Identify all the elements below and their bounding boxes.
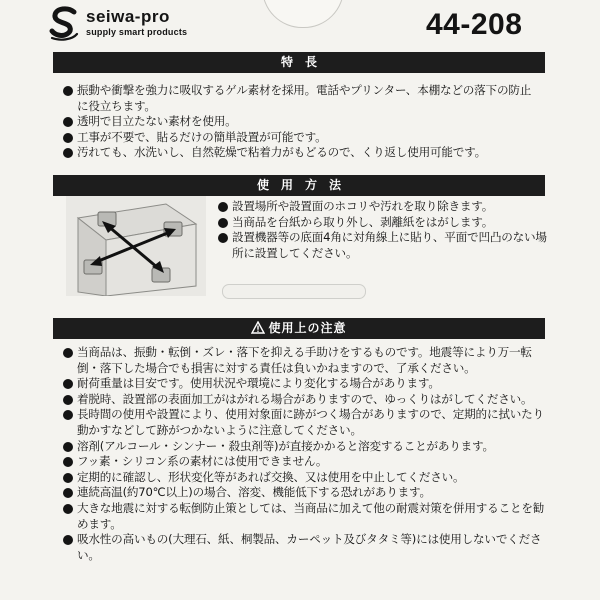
list-item: 工事が不要で、貼るだけの簡単設置が可能です。 bbox=[62, 130, 542, 146]
list-item: 着脱時、設置部の表面加工がはがれる場合がありますので、ゆっくりはがしてください。 bbox=[62, 392, 550, 408]
bullet-icon bbox=[63, 410, 73, 420]
caution-header-bar bbox=[53, 318, 545, 339]
list-item: 当商品は、振動・転倒・ズレ・落下を抑える手助けをするものです。地震等により万一転倒・落下した場合でも損害に対する責任は負いかねますので、了承ください。 bbox=[62, 345, 550, 376]
device-installation-diagram-icon bbox=[66, 196, 206, 296]
bullet-icon bbox=[63, 395, 73, 405]
hang-slot bbox=[222, 284, 366, 299]
brand-tagline: supply smart products bbox=[86, 27, 188, 37]
list-item: 耐荷重量は目安です。使用状況や環境により変化する場合があります。 bbox=[62, 376, 550, 392]
caution-list bbox=[62, 345, 550, 563]
bullet-icon bbox=[63, 442, 73, 452]
bullet-icon bbox=[63, 457, 73, 467]
list-item: 連続高温(約70℃以上)の場合、溶変、機能低下する恐れがあります。 bbox=[62, 485, 550, 501]
list-item: 設置場所や設置面のホコリや汚れを取り除きます。 bbox=[217, 199, 549, 215]
list-item: 設置機器等の底面4角に対角線上に貼り、平面で凹凸のない場所に設置してください。 bbox=[217, 230, 549, 261]
usage-list bbox=[217, 199, 549, 261]
hang-tab-cutout bbox=[262, 0, 344, 28]
seiwa-logo-icon bbox=[48, 6, 80, 42]
bullet-icon bbox=[218, 218, 228, 228]
list-item: 透明で目立たない素材を使用。 bbox=[62, 114, 542, 130]
model-number: 44-208 bbox=[426, 8, 523, 41]
list-item: 吸水性の高いもの(大理石、紙、桐製品、カーペット及びタタミ等)には使用しないでください。 bbox=[62, 532, 550, 563]
list-item: 振動や衝撃を強力に吸収するゲル素材を採用。電話やプリンター、本棚などの落下の防止に役立ちます。 bbox=[62, 83, 542, 114]
bullet-icon bbox=[63, 504, 73, 514]
bullet-icon bbox=[63, 117, 73, 127]
list-item: 大きな地震に対する転倒防止策としては、当商品に加えて他の耐震対策を併用することを勧めます。 bbox=[62, 501, 550, 532]
features-title: 特長 bbox=[280, 55, 329, 69]
list-item: フッ素・シリコン系の素材には使用できません。 bbox=[62, 454, 550, 470]
bullet-icon bbox=[63, 86, 73, 96]
warning-triangle-icon bbox=[251, 321, 265, 334]
bullet-icon bbox=[63, 348, 73, 358]
features-list bbox=[62, 83, 542, 161]
bullet-icon bbox=[63, 133, 73, 143]
usage-title: 使用方法 bbox=[256, 178, 353, 192]
bullet-icon bbox=[63, 488, 73, 498]
brand-name: seiwa-pro bbox=[86, 7, 170, 26]
list-item: 溶剤(アルコール・シンナー・殺虫剤等)が直接かかると溶変することがあります。 bbox=[62, 439, 550, 455]
bullet-icon bbox=[63, 148, 73, 158]
list-item: 汚れても、水洗いし、自然乾燥で粘着力がもどるので、くり返し使用可能です。 bbox=[62, 145, 542, 161]
bullet-icon bbox=[63, 473, 73, 483]
usage-header-bar bbox=[53, 175, 545, 196]
bullet-icon bbox=[63, 379, 73, 389]
list-item: 当商品を台紙から取り外し、剥離紙をはがします。 bbox=[217, 215, 549, 231]
features-header-bar bbox=[53, 52, 545, 73]
bullet-icon bbox=[218, 233, 228, 243]
bullet-icon bbox=[218, 202, 228, 212]
list-item: 長時間の使用や設置により、使用対象面に跡がつく場合がありますので、定期的に拭いたり動かすなどして跡がつかないように注意してください。 bbox=[62, 407, 550, 438]
list-item: 定期的に確認し、形状変化等があれば交換、又は使用を中止してください。 bbox=[62, 470, 550, 486]
brand-block bbox=[86, 8, 187, 37]
bullet-icon bbox=[63, 535, 73, 545]
caution-title: 使用上の注意 bbox=[268, 321, 347, 335]
